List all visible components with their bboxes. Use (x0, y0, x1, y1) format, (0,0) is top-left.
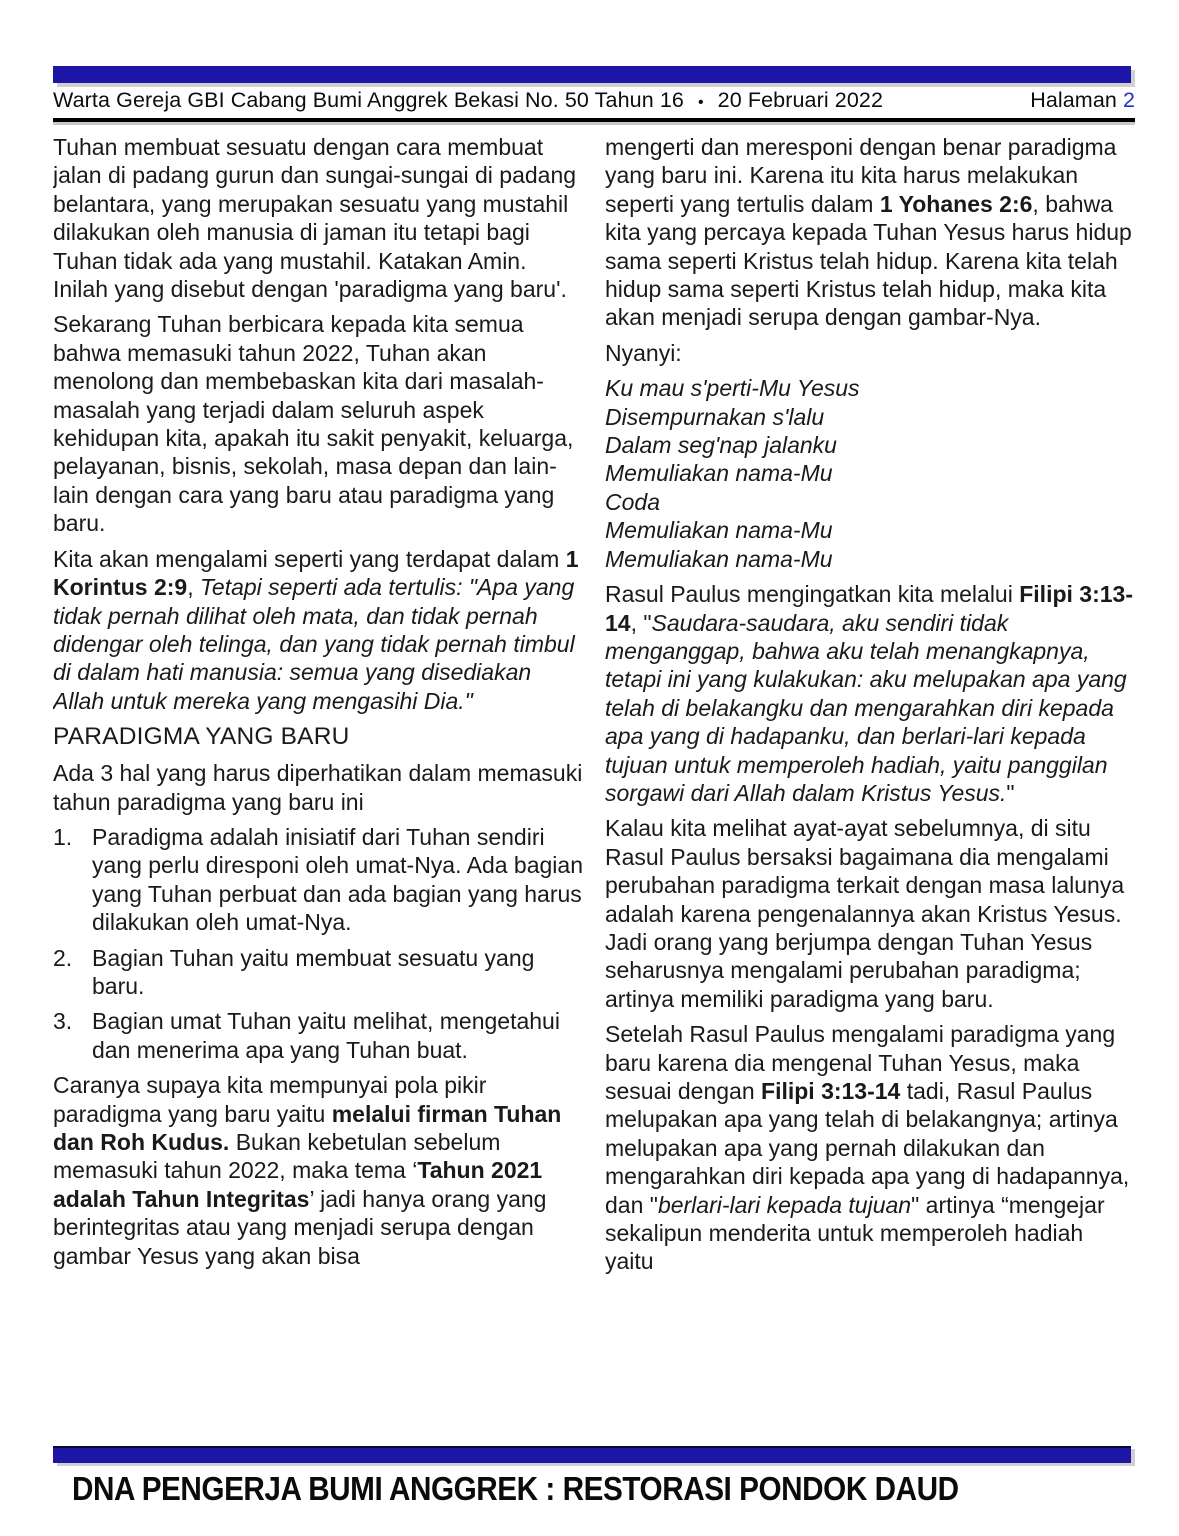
paragraph (605, 580, 1135, 807)
text-segment: PARADIGMA YANG BARU (53, 723, 350, 751)
text-segment: Bukan kebetulan sebelum memasuki tahun 2022, maka tema ‘ (53, 1129, 501, 1184)
text-segment: tadi, Rasul Paulus melupakan apa yang telah di belakangnya; artinya melupakan apa yang pernah dilakukan dan mengarahkan diri kepada apa yang di hadapannya, dan " (605, 1078, 1130, 1218)
song-line: Memuliakan nama-Mu (605, 517, 833, 544)
text-segment: Setelah Rasul Paulus mengalami paradigma yang baru karena dia mengenal Tuhan Yesus, maka sesuai dengan (605, 1021, 1116, 1104)
paragraph (605, 814, 1135, 1013)
list-number: 1. (53, 823, 73, 850)
newsletter-title: Warta Gereja GBI Cabang Bumi Anggrek Bekasi No. 50 Tahun 16 (53, 88, 684, 112)
paragraph (53, 545, 583, 715)
paragraph (53, 759, 583, 816)
song-line: Ku mau s'perti-Mu Yesus (605, 375, 860, 402)
text-segment: Nyanyi: (605, 339, 682, 366)
text-segment: Paradigma adalah inisiatif dari Tuhan sendiri yang perlu diresponi oleh umat-Nya. Ada bagian yang Tuhan perbuat dan ada bagian yang harus dilakukan oleh umat-Nya. (92, 823, 583, 936)
text-segment: Saudara-saudara, aku sendiri tidak menganggap, bahwa aku telah menangkapnya, tetapi ini yang kulakukan: aku melupakan apa yang telah di belakangku dan mengarahkan diri kepada apa yang di hadapanku, dan berlari-lari kepada tujuan untuk memperoleh hadiah, yaitu panggilan sorgawi dari Allah dalam Kristus Yesus. (605, 609, 1127, 806)
song-line: Coda (605, 488, 660, 515)
text-segment: melalui firman Tuhan dan Roh Kudus. (53, 1100, 562, 1155)
text-segment: , bahwa kita yang percaya kepada Tuhan Yesus harus hidup sama seperti Kristus telah hidup. Karena kita telah hidup sama seperti Kristus telah hidup, maka kita akan menjadi serupa dengan gambar-Nya. (605, 190, 1132, 331)
list-item-text (92, 1007, 583, 1064)
paragraph (53, 310, 583, 537)
list-number: 2. (53, 944, 73, 971)
text-segment: Filipi 3:13-14 (761, 1078, 901, 1104)
paragraph (605, 1020, 1135, 1276)
numbered-item (53, 944, 583, 1001)
text-segment: Filipi 3:13-14 (605, 581, 1133, 636)
numbered-item (53, 823, 583, 937)
text-segment: " (1006, 779, 1015, 806)
text-segment: Ada 3 hal yang harus diperhatikan dalam memasuki tahun paradigma yang baru ini (53, 760, 583, 815)
footer-accent-bar (53, 1446, 1131, 1463)
text-segment: Tetapi seperti ada tertulis: "Apa yang tidak pernah dilihat oleh mata, dan tidak pernah didengar oleh telinga, dan yang tidak pernah timbul di dalam hati manusia: semua yang disediakan Allah untuk mereka yang mengasihi Dia." (53, 574, 575, 714)
text-segment: Bagian umat Tuhan yaitu melihat, mengetahui dan menerima apa yang Tuhan buat. (92, 1008, 560, 1063)
text-segment: Bagian Tuhan yaitu membuat sesuatu yang baru. (92, 944, 535, 999)
page-number: 2 (1122, 88, 1135, 112)
text-segment: , " (630, 609, 652, 636)
text-segment: " artinya “mengejar sekalipun menderita untuk memperoleh hadiah yaitu (605, 1191, 1105, 1275)
issue-date: 20 Februari 2022 (717, 88, 884, 112)
text-segment: 1 Korintus 2:9 (53, 545, 579, 601)
text-segment: Caranya supaya kita mempunyai pola pikir paradigma yang baru yaitu (53, 1072, 487, 1127)
text-segment: Kita akan mengalami seperti yang terdapat dalam (53, 545, 566, 572)
song-line: Memuliakan nama-Mu (605, 545, 833, 572)
paragraph (605, 339, 1135, 367)
text-segment: , (187, 574, 200, 601)
text-segment: Sekarang Tuhan berbicara kepada kita semua bahwa memasuki tahun 2022, Tuhan akan menolong dan membebaskan kita dari masalah-masalah yang terjadi dalam seluruh aspek kehidupan kita, apakah itu sakit penyakit, keluarga, pelayanan, bisnis, sekolah, masa depan dan lain-lain dengan cara yang baru atau paradigma yang baru. (53, 311, 574, 537)
song-lyrics (605, 374, 1135, 573)
list-item-text (92, 944, 583, 1001)
page-indicator (1030, 88, 1135, 113)
header-accent-bar (53, 66, 1131, 83)
right-column (605, 133, 1135, 1445)
article-body (53, 133, 1135, 1445)
header-masthead (53, 88, 1135, 113)
text-segment: 1 Yohanes 2:6 (879, 190, 1033, 217)
song-line: Memuliakan nama-Mu (605, 460, 833, 487)
text-segment: Tuhan membuat sesuatu dengan cara membuat jalan di padang gurun dan sungai-sungai di padang belantara, yang merupakan sesuatu yang mustahil dilakukan oleh manusia di jaman itu tetapi bagi Tuhan tidak ada yang mustahil. Katakan Amin. Inilah yang disebut dengan 'paradigma yang baru'. (53, 134, 577, 303)
numbered-item (53, 1007, 583, 1064)
section-heading (53, 722, 583, 752)
text-segment: ’ jadi hanya orang yang berintegritas atau yang menjadi serupa dengan gambar Yesus yang akan bisa (53, 1185, 547, 1269)
list-item-text (92, 823, 583, 937)
song-line: Disempurnakan s'lalu (605, 403, 825, 430)
page-label: Halaman (1030, 88, 1117, 112)
bullet-separator: • (697, 94, 704, 111)
text-segment: Kalau kita melihat ayat-ayat sebelumnya, di situ Rasul Paulus bersaksi bagaimana dia mengalami perubahan paradigma terkait dengan masa lalunya adalah karena pengenalannya akan Kristus Yesus. Jadi orang yang berjumpa dengan Tuhan Yesus seharusnya mengalami perubahan paradigma; artinya memiliki paradigma yang baru. (605, 815, 1125, 1012)
text-segment: berlari-lari kepada tujuan (657, 1191, 912, 1218)
header-divider-rule (53, 118, 1135, 122)
paragraph (53, 133, 583, 303)
list-number: 3. (53, 1008, 73, 1035)
footer-slogan: DNA PENGERJA BUMI ANGGREK : RESTORASI PONDOK DAUD (72, 1470, 959, 1507)
text-segment: Tahun 2021 adalah Tahun Integritas (53, 1157, 543, 1212)
paragraph (53, 1071, 583, 1270)
left-column (53, 133, 583, 1445)
text-segment: Rasul Paulus mengingatkan kita melalui (605, 581, 1020, 608)
text-segment: mengerti dan meresponi dengan benar paradigma yang baru ini. Karena itu kita harus melakukan seperti yang tertulis dalam (605, 134, 1117, 217)
song-line: Dalam seg'nap jalanku (605, 432, 837, 459)
paragraph (605, 133, 1135, 332)
